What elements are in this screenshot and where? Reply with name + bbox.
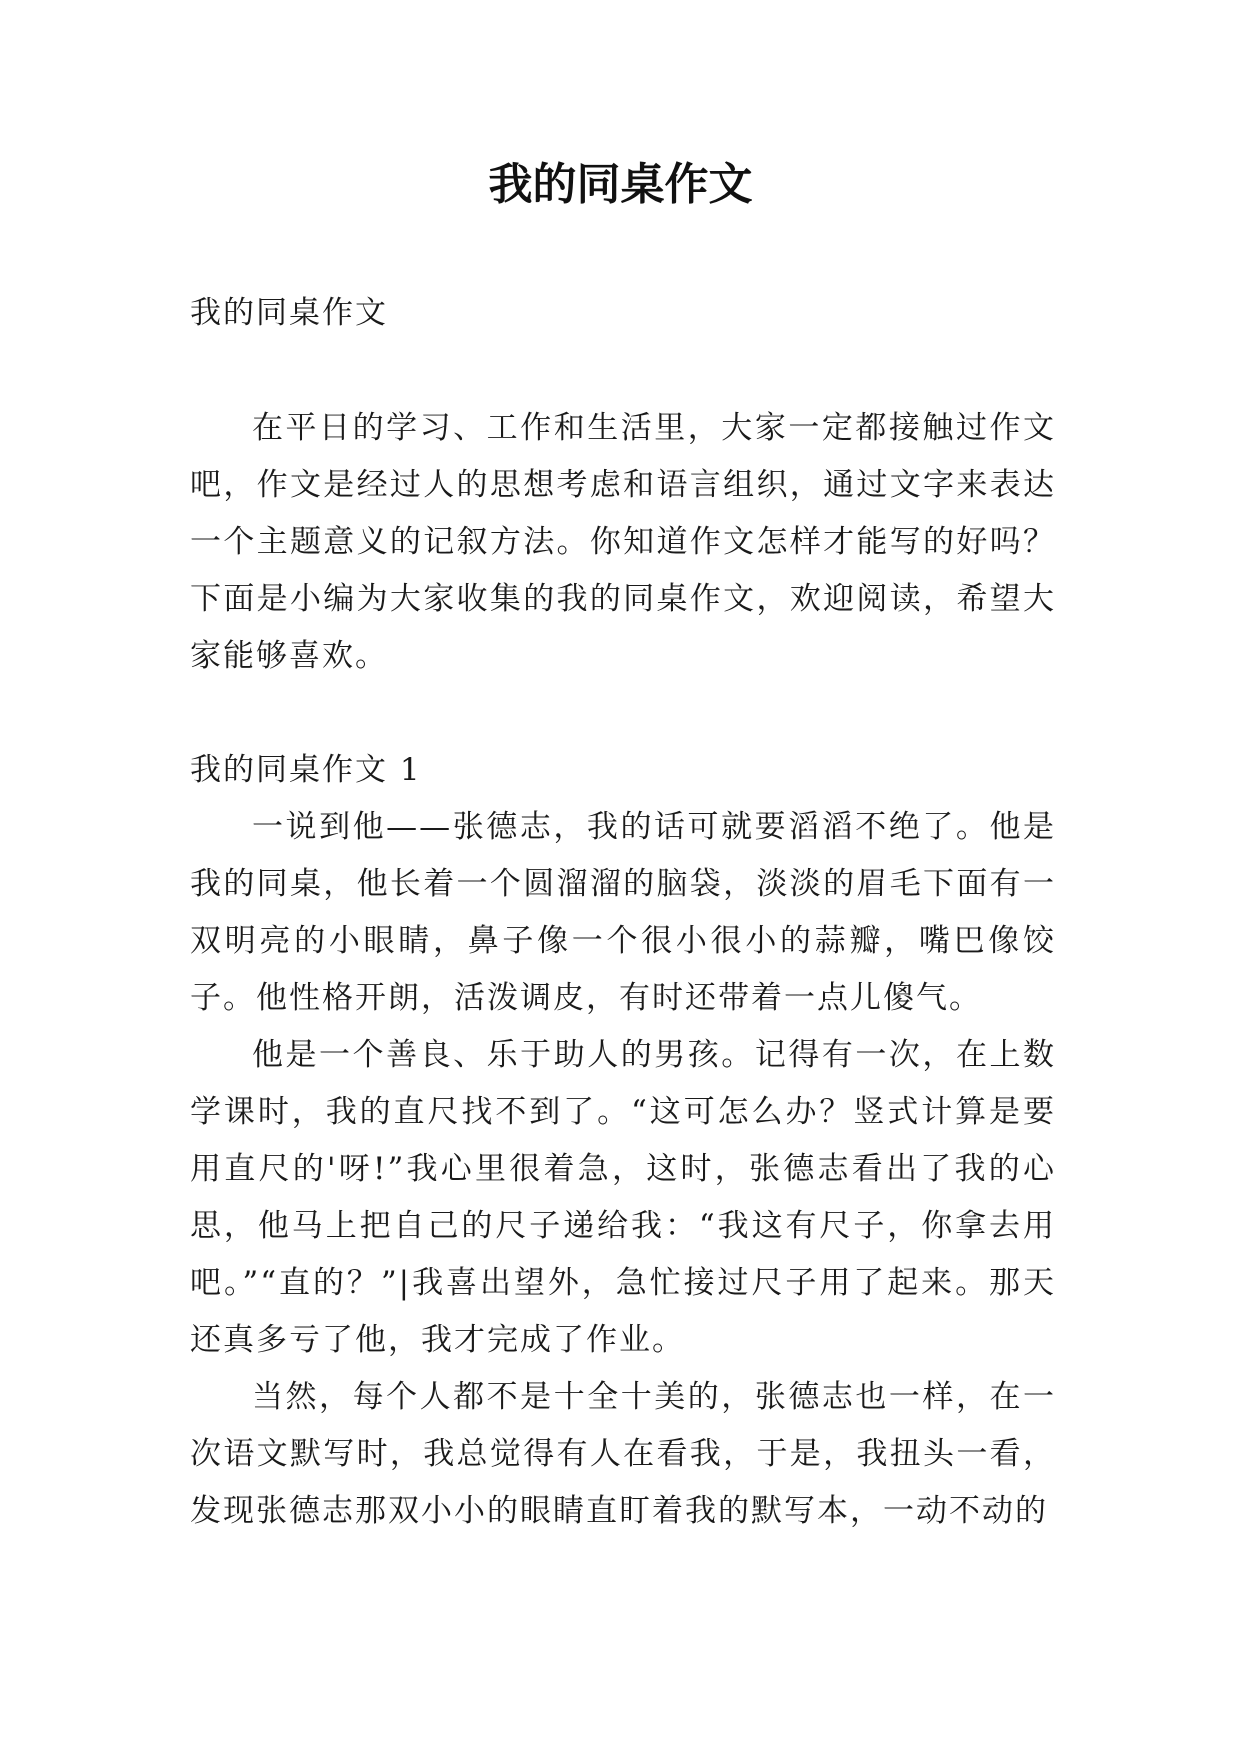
document-body <box>190 285 1056 1540</box>
document-subtitle: 我的同桌作文 <box>190 295 388 331</box>
document-title: 我的同桌作文 <box>488 159 753 210</box>
body-paragraph: 他是一个善良、乐于助人的男孩。记得有一次，在上数学课时，我的直尺找不到了。“这可怎么办？竖式计算是要用直尺的'呀!”我心里很着急，这时，张德志看出了我的心思，他马上把自己的尺子递给我：“我这有尺子，你拿去用吧。”“直的？”|我喜出望外，急忙接过尺子用了起来。那天还真多亏了他，我才完成了作业。 <box>190 1037 1056 1358</box>
spacer <box>190 342 1056 400</box>
intro-paragraph: 在平日的学习、工作和生活里，大家一定都接触过作文吧，作文是经过人的思想考虑和语言组织，通过文字来表达一个主题意义的记叙方法。你知道作文怎样才能写的好吗？下面是小编为大家收集的我的同桌作文，欢迎阅读，希望大家能够喜欢。 <box>190 410 1056 674</box>
section-heading: 我的同桌作文 1 <box>190 752 422 788</box>
body-paragraph: 当然，每个人都不是十全十美的，张德志也一样，在一次语文默写时，我总觉得有人在看我，于是，我扭头一看，发现张德志那双小小的眼睛直盯着我的默写本，一动不动的 <box>190 1379 1056 1529</box>
spacer <box>190 685 1056 742</box>
body-paragraph: 一说到他——张德志，我的话可就要滔滔不绝了。他是我的同桌，他长着一个圆溜溜的脑袋，淡淡的眉毛下面有一双明亮的小眼睛，鼻子像一个很小很小的蒜瓣，嘴巴像饺子。他性格开朗，活泼调皮，有时还带着一点儿傻气。 <box>190 809 1056 1016</box>
